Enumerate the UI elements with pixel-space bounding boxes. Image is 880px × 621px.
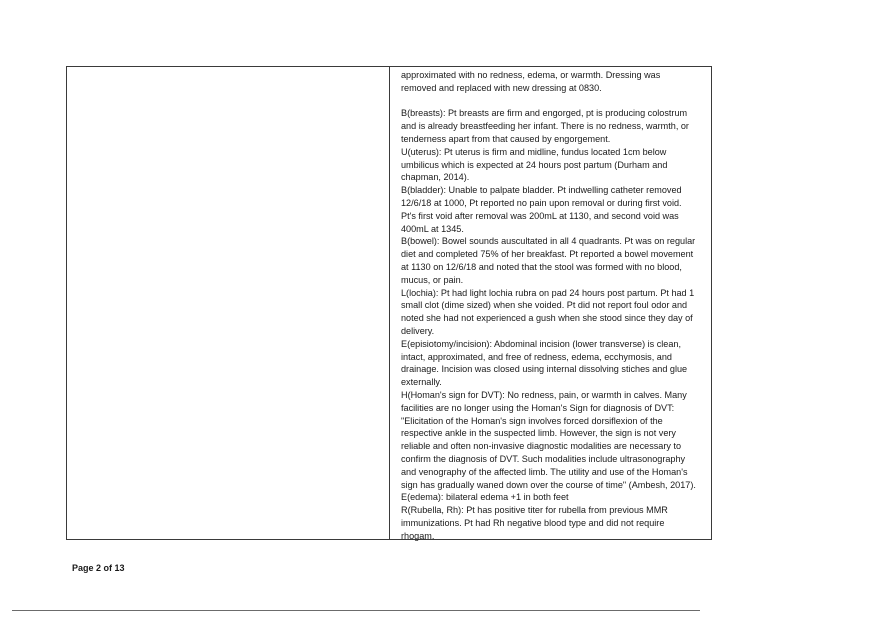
assessment-table <box>66 66 712 540</box>
page-number: Page 2 of 13 <box>72 563 125 573</box>
note-line: umbilicus which is expected at 24 hours post partum (Durham and <box>401 159 668 170</box>
note-line: chapman, 2014). <box>401 172 470 183</box>
note-line: immunizations. Pt had Rh negative blood type and did not require <box>401 517 665 528</box>
note-line: 12/6/18 at 1000, Pt reported no pain upon removal or during first void. <box>401 197 682 208</box>
note-line: Pt's first void after removal was 200mL at 1130, and second void was <box>401 210 679 221</box>
note-line: B(bowel): Bowel sounds auscultated in all 4 quadrants. Pt was on regular <box>401 236 696 247</box>
note-line: U(uterus): Pt uterus is firm and midline, fundus located 1cm below <box>401 146 667 157</box>
note-line: approximated with no redness, edema, or warmth. Dressing was <box>401 70 661 80</box>
note-line: and is already breastfeeding her infant. There is no redness, warmth, or <box>401 121 689 132</box>
note-line: at 1130 on 12/6/18 and noted that the stool was formed with no blood, <box>401 261 682 272</box>
assessment-notes-cell <box>401 69 713 542</box>
note-line: noted she had not experienced a gush when she stood since they day of <box>401 313 693 324</box>
note-line: reliable and often non-invasive diagnostic modalities are necessary to <box>401 441 682 452</box>
note-line: 400mL at 1345. <box>401 223 464 234</box>
note-line: intact, approximated, and free of redness, edema, ecchymosis, and <box>401 351 672 362</box>
note-line: R(Rubella, Rh): Pt has positive titer for rubella from previous MMR <box>401 505 668 516</box>
note-line: removed and replaced with new dressing at 0830. <box>401 82 602 93</box>
column-divider <box>389 67 390 539</box>
note-line: drainage. Incision was closed using internal dissolving stiches and glue <box>401 364 688 375</box>
note-line: H(Homan's sign for DVT): No redness, pain, or warmth in calves. Many <box>401 389 687 400</box>
note-line: sign has gradually waned down over the course of time" (Ambesh, 2017). <box>401 479 696 490</box>
note-line: "Elicitation of the Homan's sign involves forced dorsiflexion of the <box>401 415 663 426</box>
footer-rule <box>12 610 700 611</box>
note-line: confirm the diagnosis of DVT. Such modalities include ultrasonography <box>401 453 686 464</box>
note-line: B(bladder): Unable to palpate bladder. Pt indwelling catheter removed <box>401 185 682 196</box>
note-line: rhogam. <box>401 530 435 541</box>
note-line: and venography of the affected limb. The utility and use of the Homan's <box>401 466 688 477</box>
note-line: B(breasts): Pt breasts are firm and engorged, pt is producing colostrum <box>401 108 688 119</box>
note-line: respective ankle in the suspected limb. However, the sign is not very <box>401 428 676 439</box>
note-line: E(episiotomy/incision): Abdominal incision (lower transverse) is clean, <box>401 338 681 349</box>
note-line: tenderness apart from that caused by engorgement. <box>401 133 611 144</box>
note-line: externally. <box>401 377 442 388</box>
note-line: delivery. <box>401 325 435 336</box>
note-line: mucus, or pain. <box>401 274 464 285</box>
note-line: diet and completed 75% of her breakfast. Pt reported a bowel movement <box>401 249 694 260</box>
note-line: E(edema): bilateral edema +1 in both feet <box>401 492 569 503</box>
note-line: L(lochia): Pt had light lochia rubra on pad 24 hours post partum. Pt had 1 <box>401 287 695 298</box>
note-line <box>401 95 713 108</box>
note-line: small clot (dime sized) when she voided. Pt did not report foul odor and <box>401 300 688 311</box>
note-line: facilities are no longer using the Homan's Sign for diagnosis of DVT: <box>401 402 675 413</box>
